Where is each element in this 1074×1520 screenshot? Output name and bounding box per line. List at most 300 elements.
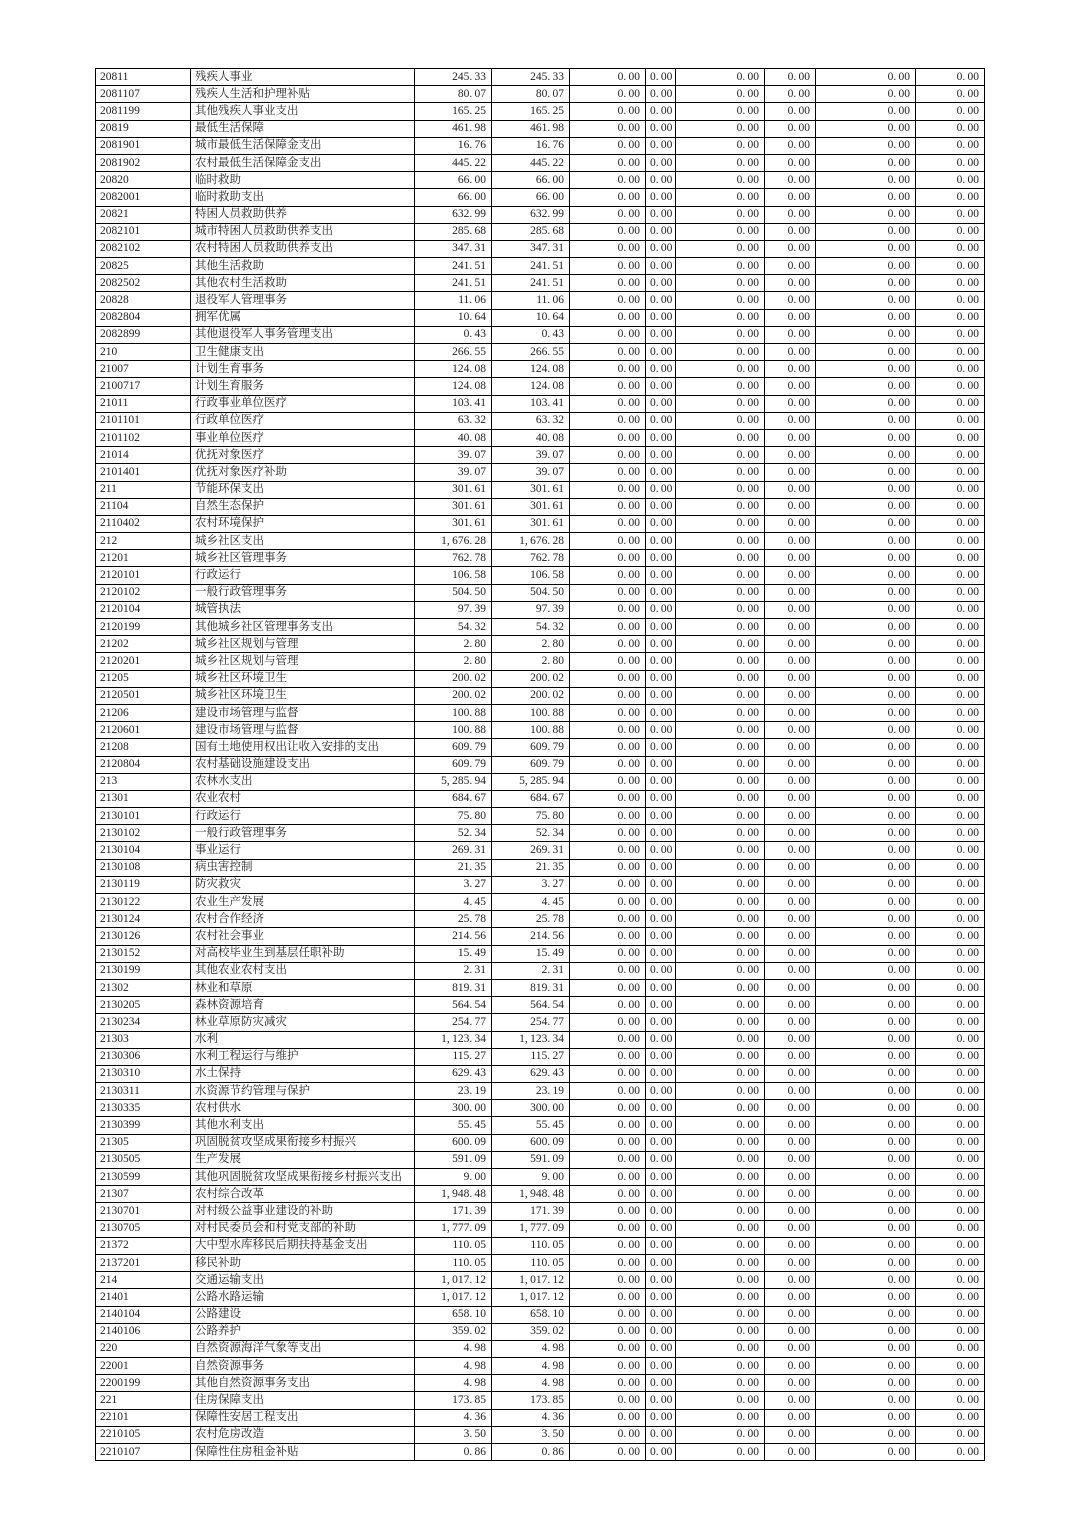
budget-table (95, 68, 985, 1461)
cell-item-name: 自然资源事务 (191, 1358, 415, 1375)
cell-value-1: 97. 39 (415, 601, 492, 618)
cell-code: 2130701 (96, 1203, 191, 1220)
cell-value-4: 0. 00 (646, 808, 676, 825)
cell-value-4: 0. 00 (646, 584, 676, 601)
cell-value-2: 564. 54 (492, 997, 570, 1014)
cell-value-6: 0. 00 (765, 1065, 816, 1082)
cell-code: 2120104 (96, 601, 191, 618)
cell-value-3: 0. 00 (570, 601, 646, 618)
cell-value-6: 0. 00 (765, 1014, 816, 1031)
cell-value-7: 0. 00 (816, 842, 916, 859)
table-row (96, 481, 985, 498)
cell-value-2: 103. 41 (492, 395, 570, 412)
cell-value-2: 100. 88 (492, 704, 570, 721)
cell-value-6: 0. 00 (765, 309, 816, 326)
cell-value-4: 0. 00 (646, 395, 676, 412)
cell-item-name: 行政事业单位医疗 (191, 395, 415, 412)
cell-value-7: 0. 00 (816, 258, 916, 275)
cell-value-3: 0. 00 (570, 1392, 646, 1409)
cell-value-8: 0. 00 (916, 808, 985, 825)
cell-item-name: 移民补助 (191, 1254, 415, 1271)
cell-value-4: 0. 00 (646, 515, 676, 532)
cell-value-3: 0. 00 (570, 189, 646, 206)
cell-value-8: 0. 00 (916, 1065, 985, 1082)
cell-value-6: 0. 00 (765, 1117, 816, 1134)
cell-value-3: 0. 00 (570, 979, 646, 996)
cell-value-1: 40. 08 (415, 429, 492, 446)
cell-value-7: 0. 00 (816, 326, 916, 343)
cell-value-3: 0. 00 (570, 258, 646, 275)
cell-value-2: 347. 31 (492, 240, 570, 257)
table-row (96, 1409, 985, 1426)
cell-value-7: 0. 00 (816, 464, 916, 481)
table-row (96, 962, 985, 979)
cell-value-1: 300. 00 (415, 1100, 492, 1117)
cell-value-7: 0. 00 (816, 653, 916, 670)
cell-value-8: 0. 00 (916, 653, 985, 670)
cell-value-6: 0. 00 (765, 1306, 816, 1323)
cell-value-7: 0. 00 (816, 773, 916, 790)
table-row (96, 567, 985, 584)
table-row (96, 756, 985, 773)
cell-value-8: 0. 00 (916, 842, 985, 859)
cell-code: 2130205 (96, 997, 191, 1014)
cell-value-7: 0. 00 (816, 1134, 916, 1151)
cell-value-3: 0. 00 (570, 1203, 646, 1220)
cell-value-2: 629. 43 (492, 1065, 570, 1082)
cell-item-name: 农林水支出 (191, 773, 415, 790)
cell-value-3: 0. 00 (570, 103, 646, 120)
cell-value-7: 0. 00 (816, 1306, 916, 1323)
table-row (96, 619, 985, 636)
cell-value-6: 0. 00 (765, 1426, 816, 1443)
cell-value-3: 0. 00 (570, 1358, 646, 1375)
cell-item-name: 行政运行 (191, 808, 415, 825)
table-row (96, 189, 985, 206)
cell-value-6: 0. 00 (765, 790, 816, 807)
cell-value-4: 0. 00 (646, 1083, 676, 1100)
cell-value-1: 165. 25 (415, 103, 492, 120)
cell-code: 21011 (96, 395, 191, 412)
cell-item-name: 农村特困人员救助供养支出 (191, 240, 415, 257)
cell-code: 2130399 (96, 1117, 191, 1134)
cell-item-name: 大中型水库移民后期扶持基金支出 (191, 1237, 415, 1254)
cell-value-8: 0. 00 (916, 378, 985, 395)
cell-value-8: 0. 00 (916, 1014, 985, 1031)
cell-value-3: 0. 00 (570, 412, 646, 429)
cell-value-6: 0. 00 (765, 704, 816, 721)
cell-code: 2140104 (96, 1306, 191, 1323)
cell-value-2: 1, 017. 12 (492, 1289, 570, 1306)
cell-code: 20825 (96, 258, 191, 275)
cell-code: 21307 (96, 1186, 191, 1203)
cell-value-8: 0. 00 (916, 928, 985, 945)
cell-value-5: 0. 00 (676, 1358, 765, 1375)
cell-value-6: 0. 00 (765, 619, 816, 636)
cell-value-8: 0. 00 (916, 1254, 985, 1271)
cell-value-8: 0. 00 (916, 619, 985, 636)
cell-value-3: 0. 00 (570, 1289, 646, 1306)
cell-value-2: 241. 51 (492, 275, 570, 292)
cell-value-1: 110. 05 (415, 1254, 492, 1271)
cell-value-4: 0. 00 (646, 997, 676, 1014)
cell-value-4: 0. 00 (646, 429, 676, 446)
cell-value-6: 0. 00 (765, 223, 816, 240)
cell-value-1: 0. 86 (415, 1444, 492, 1461)
cell-value-1: 3. 50 (415, 1426, 492, 1443)
table-row (96, 1426, 985, 1443)
cell-value-7: 0. 00 (816, 1203, 916, 1220)
table-row (96, 429, 985, 446)
cell-value-7: 0. 00 (816, 1117, 916, 1134)
cell-value-3: 0. 00 (570, 1048, 646, 1065)
cell-item-name: 生产发展 (191, 1151, 415, 1168)
table-row (96, 636, 985, 653)
cell-value-5: 0. 00 (676, 1254, 765, 1271)
cell-value-1: 80. 07 (415, 86, 492, 103)
cell-item-name: 公路养护 (191, 1323, 415, 1340)
cell-item-name: 对高校毕业生到基层任职补助 (191, 945, 415, 962)
cell-value-4: 0. 00 (646, 223, 676, 240)
table-row (96, 808, 985, 825)
cell-value-3: 0. 00 (570, 756, 646, 773)
table-row (96, 773, 985, 790)
cell-item-name: 优抚对象医疗补助 (191, 464, 415, 481)
cell-value-5: 0. 00 (676, 172, 765, 189)
cell-value-1: 103. 41 (415, 395, 492, 412)
cell-value-6: 0. 00 (765, 1169, 816, 1186)
cell-value-5: 0. 00 (676, 1014, 765, 1031)
cell-value-3: 0. 00 (570, 395, 646, 412)
cell-value-4: 0. 00 (646, 928, 676, 945)
cell-value-2: 23. 19 (492, 1083, 570, 1100)
cell-value-4: 0. 00 (646, 137, 676, 154)
cell-value-1: 591. 09 (415, 1151, 492, 1168)
cell-item-name: 病虫害控制 (191, 859, 415, 876)
cell-value-2: 4. 98 (492, 1358, 570, 1375)
cell-value-6: 0. 00 (765, 292, 816, 309)
cell-value-8: 0. 00 (916, 1409, 985, 1426)
cell-value-6: 0. 00 (765, 653, 816, 670)
cell-item-name: 保障性安居工程支出 (191, 1409, 415, 1426)
cell-value-2: 359. 02 (492, 1323, 570, 1340)
cell-code: 2210105 (96, 1426, 191, 1443)
cell-value-4: 0. 00 (646, 1014, 676, 1031)
cell-value-3: 0. 00 (570, 120, 646, 137)
cell-value-1: 504. 50 (415, 584, 492, 601)
table-row (96, 1048, 985, 1065)
cell-value-8: 0. 00 (916, 739, 985, 756)
cell-code: 2130126 (96, 928, 191, 945)
cell-code: 213 (96, 773, 191, 790)
cell-value-5: 0. 00 (676, 1100, 765, 1117)
cell-value-1: 100. 88 (415, 704, 492, 721)
table-row (96, 1254, 985, 1271)
table-row (96, 1151, 985, 1168)
cell-value-6: 0. 00 (765, 120, 816, 137)
cell-item-name: 水利工程运行与维护 (191, 1048, 415, 1065)
cell-value-2: 1, 123. 34 (492, 1031, 570, 1048)
cell-value-5: 0. 00 (676, 670, 765, 687)
cell-value-4: 0. 00 (646, 1409, 676, 1426)
budget-table-body (96, 69, 985, 1461)
cell-item-name: 城乡社区规划与管理 (191, 636, 415, 653)
cell-value-6: 0. 00 (765, 481, 816, 498)
cell-code: 2130124 (96, 911, 191, 928)
cell-value-2: 25. 78 (492, 911, 570, 928)
cell-value-3: 0. 00 (570, 687, 646, 704)
cell-value-8: 0. 00 (916, 275, 985, 292)
cell-item-name: 其他自然资源事务支出 (191, 1375, 415, 1392)
cell-code: 2130102 (96, 825, 191, 842)
cell-code: 20819 (96, 120, 191, 137)
cell-value-7: 0. 00 (816, 1409, 916, 1426)
cell-value-4: 0. 00 (646, 1358, 676, 1375)
cell-value-1: 2. 80 (415, 653, 492, 670)
cell-item-name: 临时救助支出 (191, 189, 415, 206)
cell-value-1: 4. 98 (415, 1375, 492, 1392)
cell-value-4: 0. 00 (646, 894, 676, 911)
cell-value-7: 0. 00 (816, 429, 916, 446)
cell-value-5: 0. 00 (676, 722, 765, 739)
cell-value-2: 214. 56 (492, 928, 570, 945)
cell-value-7: 0. 00 (816, 1358, 916, 1375)
cell-value-5: 0. 00 (676, 137, 765, 154)
cell-value-3: 0. 00 (570, 722, 646, 739)
cell-value-1: 301. 61 (415, 498, 492, 515)
cell-value-7: 0. 00 (816, 756, 916, 773)
cell-item-name: 农村危房改造 (191, 1426, 415, 1443)
cell-item-name: 森林资源培育 (191, 997, 415, 1014)
cell-value-1: 200. 02 (415, 670, 492, 687)
cell-value-7: 0. 00 (816, 825, 916, 842)
cell-value-4: 0. 00 (646, 86, 676, 103)
cell-code: 2130306 (96, 1048, 191, 1065)
cell-value-4: 0. 00 (646, 1306, 676, 1323)
cell-value-3: 0. 00 (570, 876, 646, 893)
cell-value-5: 0. 00 (676, 292, 765, 309)
cell-value-6: 0. 00 (765, 773, 816, 790)
cell-value-5: 0. 00 (676, 653, 765, 670)
cell-value-3: 0. 00 (570, 481, 646, 498)
cell-item-name: 巩固脱贫攻坚成果衔接乡村振兴 (191, 1134, 415, 1151)
cell-value-6: 0. 00 (765, 429, 816, 446)
cell-item-name: 城市特困人员救助供养支出 (191, 223, 415, 240)
cell-value-8: 0. 00 (916, 481, 985, 498)
cell-value-2: 75. 80 (492, 808, 570, 825)
cell-value-3: 0. 00 (570, 1134, 646, 1151)
cell-value-7: 0. 00 (816, 979, 916, 996)
cell-value-5: 0. 00 (676, 945, 765, 962)
cell-value-2: 110. 05 (492, 1237, 570, 1254)
cell-value-2: 285. 68 (492, 223, 570, 240)
cell-value-6: 0. 00 (765, 1375, 816, 1392)
cell-value-3: 0. 00 (570, 1237, 646, 1254)
cell-value-4: 0. 00 (646, 172, 676, 189)
table-row (96, 1375, 985, 1392)
cell-value-8: 0. 00 (916, 636, 985, 653)
cell-code: 2140106 (96, 1323, 191, 1340)
cell-value-5: 0. 00 (676, 240, 765, 257)
cell-value-6: 0. 00 (765, 997, 816, 1014)
cell-value-7: 0. 00 (816, 378, 916, 395)
cell-value-6: 0. 00 (765, 670, 816, 687)
cell-code: 21206 (96, 704, 191, 721)
cell-value-4: 0. 00 (646, 1031, 676, 1048)
cell-value-6: 0. 00 (765, 722, 816, 739)
cell-value-1: 75. 80 (415, 808, 492, 825)
cell-item-name: 城乡社区环境卫生 (191, 687, 415, 704)
cell-value-3: 0. 00 (570, 1117, 646, 1134)
cell-value-4: 0. 00 (646, 1426, 676, 1443)
cell-value-5: 0. 00 (676, 1117, 765, 1134)
cell-item-name: 其他退役军人事务管理支出 (191, 326, 415, 343)
cell-value-1: 100. 88 (415, 722, 492, 739)
cell-value-4: 0. 00 (646, 240, 676, 257)
table-row (96, 515, 985, 532)
cell-code: 2130119 (96, 876, 191, 893)
cell-value-8: 0. 00 (916, 1323, 985, 1340)
cell-value-6: 0. 00 (765, 601, 816, 618)
cell-value-1: 609. 79 (415, 739, 492, 756)
cell-code: 2082804 (96, 309, 191, 326)
cell-value-8: 0. 00 (916, 1306, 985, 1323)
table-row (96, 498, 985, 515)
cell-value-1: 254. 77 (415, 1014, 492, 1031)
cell-value-3: 0. 00 (570, 1100, 646, 1117)
cell-value-3: 0. 00 (570, 292, 646, 309)
cell-item-name: 计划生育服务 (191, 378, 415, 395)
cell-value-7: 0. 00 (816, 790, 916, 807)
cell-value-2: 40. 08 (492, 429, 570, 446)
table-row (96, 601, 985, 618)
cell-value-8: 0. 00 (916, 1083, 985, 1100)
cell-value-6: 0. 00 (765, 567, 816, 584)
cell-item-name: 国有土地使用权出让收入安排的支出 (191, 739, 415, 756)
cell-value-3: 0. 00 (570, 429, 646, 446)
cell-value-2: 1, 777. 09 (492, 1220, 570, 1237)
cell-value-8: 0. 00 (916, 876, 985, 893)
cell-value-4: 0. 00 (646, 309, 676, 326)
cell-value-2: 124. 08 (492, 361, 570, 378)
table-row (96, 344, 985, 361)
cell-value-7: 0. 00 (816, 1444, 916, 1461)
cell-value-4: 0. 00 (646, 258, 676, 275)
cell-value-1: 66. 00 (415, 189, 492, 206)
cell-value-1: 600. 09 (415, 1134, 492, 1151)
cell-item-name: 对村级公益事业建设的补助 (191, 1203, 415, 1220)
cell-value-7: 0. 00 (816, 1426, 916, 1443)
cell-code: 21301 (96, 790, 191, 807)
cell-value-8: 0. 00 (916, 189, 985, 206)
cell-code: 2137201 (96, 1254, 191, 1271)
cell-value-5: 0. 00 (676, 1237, 765, 1254)
cell-value-5: 0. 00 (676, 275, 765, 292)
cell-value-2: 52. 34 (492, 825, 570, 842)
cell-value-6: 0. 00 (765, 1444, 816, 1461)
cell-value-1: 200. 02 (415, 687, 492, 704)
cell-value-5: 0. 00 (676, 928, 765, 945)
table-row (96, 1203, 985, 1220)
cell-value-7: 0. 00 (816, 481, 916, 498)
table-row (96, 859, 985, 876)
cell-value-1: 245. 33 (415, 69, 492, 86)
cell-value-6: 0. 00 (765, 928, 816, 945)
cell-value-1: 1, 676. 28 (415, 533, 492, 550)
cell-value-4: 0. 00 (646, 103, 676, 120)
cell-value-1: 285. 68 (415, 223, 492, 240)
cell-item-name: 行政运行 (191, 567, 415, 584)
cell-item-name: 行政单位医疗 (191, 412, 415, 429)
cell-value-2: 301. 61 (492, 515, 570, 532)
cell-item-name: 交通运输支出 (191, 1272, 415, 1289)
cell-value-7: 0. 00 (816, 601, 916, 618)
cell-value-8: 0. 00 (916, 1203, 985, 1220)
cell-value-8: 0. 00 (916, 154, 985, 171)
cell-value-3: 0. 00 (570, 1169, 646, 1186)
cell-value-8: 0. 00 (916, 292, 985, 309)
cell-code: 2101101 (96, 412, 191, 429)
cell-value-4: 0. 00 (646, 653, 676, 670)
cell-value-4: 0. 00 (646, 1186, 676, 1203)
cell-value-7: 0. 00 (816, 1323, 916, 1340)
cell-value-7: 0. 00 (816, 859, 916, 876)
table-row (96, 1186, 985, 1203)
cell-value-4: 0. 00 (646, 1169, 676, 1186)
cell-value-2: 301. 61 (492, 481, 570, 498)
cell-value-2: 461. 98 (492, 120, 570, 137)
cell-value-2: 106. 58 (492, 567, 570, 584)
cell-value-8: 0. 00 (916, 1169, 985, 1186)
cell-value-1: 55. 45 (415, 1117, 492, 1134)
cell-value-3: 0. 00 (570, 1186, 646, 1203)
cell-code: 2130310 (96, 1065, 191, 1082)
cell-value-8: 0. 00 (916, 1358, 985, 1375)
cell-value-1: 124. 08 (415, 378, 492, 395)
cell-item-name: 自然生态保护 (191, 498, 415, 515)
cell-value-7: 0. 00 (816, 1186, 916, 1203)
cell-item-name: 水土保持 (191, 1065, 415, 1082)
cell-value-5: 0. 00 (676, 1134, 765, 1151)
cell-value-2: 173. 85 (492, 1392, 570, 1409)
cell-code: 21201 (96, 550, 191, 567)
cell-value-8: 0. 00 (916, 1151, 985, 1168)
cell-value-5: 0. 00 (676, 344, 765, 361)
cell-value-7: 0. 00 (816, 1065, 916, 1082)
table-row (96, 1444, 985, 1461)
cell-value-5: 0. 00 (676, 756, 765, 773)
cell-value-3: 0. 00 (570, 790, 646, 807)
cell-value-8: 0. 00 (916, 1186, 985, 1203)
cell-code: 2120201 (96, 653, 191, 670)
table-row (96, 223, 985, 240)
cell-value-5: 0. 00 (676, 962, 765, 979)
cell-item-name: 住房保障支出 (191, 1392, 415, 1409)
cell-value-2: 445. 22 (492, 154, 570, 171)
cell-value-3: 0. 00 (570, 1014, 646, 1031)
cell-value-8: 0. 00 (916, 1444, 985, 1461)
cell-code: 2100717 (96, 378, 191, 395)
cell-value-3: 0. 00 (570, 1272, 646, 1289)
cell-value-2: 269. 31 (492, 842, 570, 859)
table-row (96, 670, 985, 687)
cell-value-4: 0. 00 (646, 567, 676, 584)
cell-code: 2082502 (96, 275, 191, 292)
cell-value-2: 97. 39 (492, 601, 570, 618)
cell-value-7: 0. 00 (816, 928, 916, 945)
cell-value-7: 0. 00 (816, 275, 916, 292)
cell-item-name: 农村供水 (191, 1100, 415, 1117)
